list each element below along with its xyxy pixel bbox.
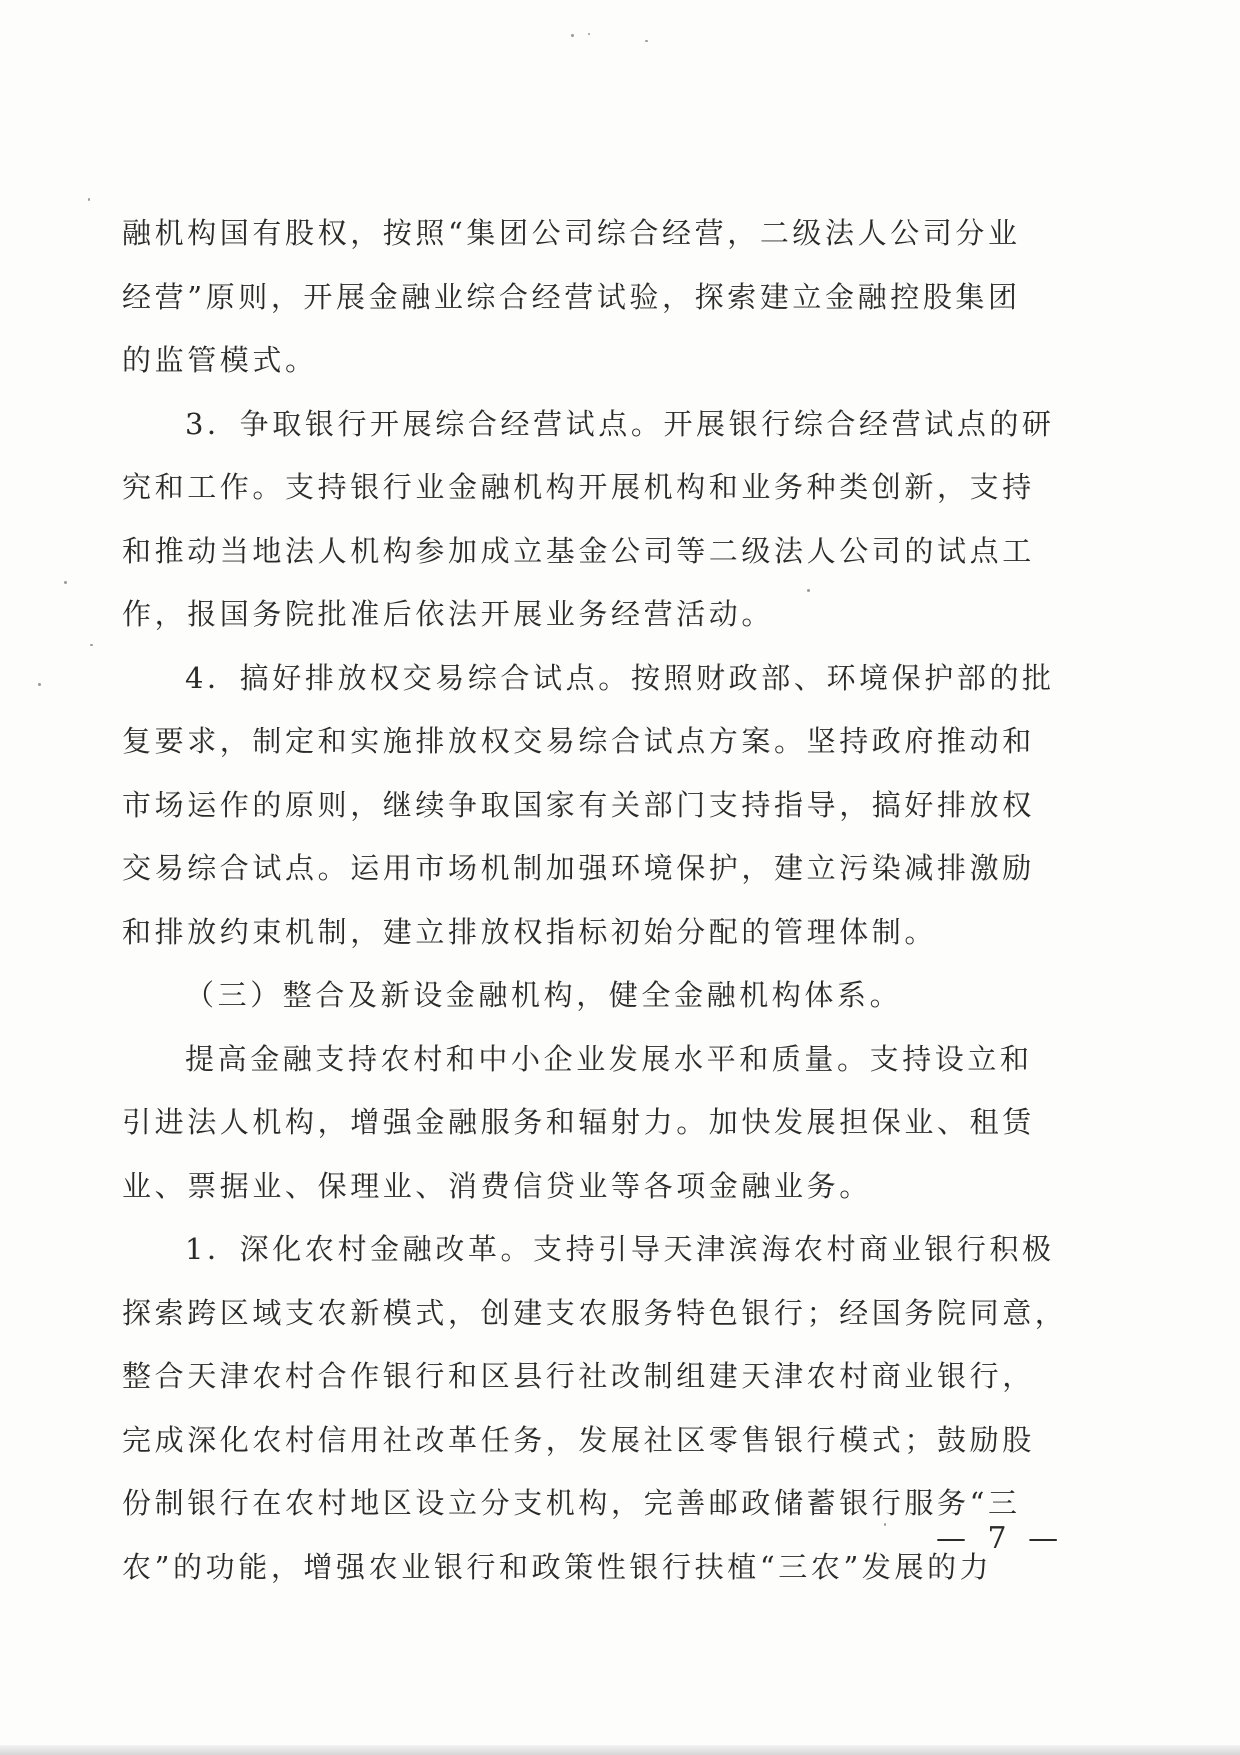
scan-speck bbox=[90, 644, 93, 646]
text-line: 引进法人机构，增强金融服务和辐射力。加快发展担保业、租赁 bbox=[122, 1105, 1035, 1139]
text-line: 探索跨区域支农新模式，创建支农服务特色银行；经国务院同意， bbox=[122, 1295, 1068, 1330]
text-line: 复要求，制定和实施排放权交易综合试点方案。坚持政府推动和 bbox=[122, 724, 1035, 758]
scan-speck bbox=[38, 683, 41, 686]
body-text bbox=[122, 202, 1068, 1599]
text-line: 业、票据业、保理业、消费信贷业等各项金融业务。 bbox=[122, 1168, 872, 1203]
scan-speck bbox=[571, 34, 574, 37]
text-line: 融机构国有股权，按照“集团公司综合经营，二级法人公司分业 bbox=[122, 216, 1021, 250]
text-line: 和推动当地法人机构参加成立基金公司等二级法人公司的试点工 bbox=[122, 533, 1035, 568]
scan-speck bbox=[645, 40, 648, 42]
scan-bottom-edge bbox=[0, 1745, 1240, 1755]
scan-speck bbox=[588, 33, 590, 35]
text-line: 4．搞好排放权交易综合试点。按照财政部、环境保护部的批 bbox=[185, 660, 1055, 695]
text-line: 完成深化农村信用社改革任务，发展社区零售银行模式；鼓励股 bbox=[122, 1422, 1035, 1457]
scan-speck bbox=[64, 581, 67, 584]
text-line: 究和工作。支持银行业金融机构开展机构和业务种类创新，支持 bbox=[122, 470, 1035, 504]
text-line: 农”的功能，增强农业银行和政策性银行扶植“三农”发展的力 bbox=[122, 1549, 993, 1584]
page-number: — 7 — bbox=[936, 1521, 1065, 1556]
text-line: 作，报国务院批准后依法开展业务经营活动。 bbox=[122, 597, 775, 631]
text-line: 整合天津农村合作银行和区县行社改制组建天津农村商业银行， bbox=[122, 1359, 1035, 1393]
scan-speck bbox=[88, 198, 90, 201]
text-line: 的监管模式。 bbox=[122, 343, 318, 377]
text-line: 交易综合试点。运用市场机制加强环境保护，建立污染减排激励 bbox=[122, 851, 1035, 885]
text-line: 提高金融支持农村和中小企业发展水平和质量。支持设立和 bbox=[185, 1041, 1033, 1076]
text-line: 市场运作的原则，继续争取国家有关部门支持指导，搞好排放权 bbox=[122, 787, 1035, 822]
text-line: 经营”原则，开展金融业综合经营试验，探索建立金融控股集团 bbox=[122, 279, 1021, 314]
text-line: 1．深化农村金融改革。支持引导天津滨海农村商业银行积极 bbox=[185, 1232, 1055, 1266]
text-line: 和排放约束机制，建立排放权指标初始分配的管理体制。 bbox=[122, 914, 938, 949]
section-heading: （三）整合及新设金融机构，健全金融机构体系。 bbox=[185, 978, 903, 1012]
text-line: 3．争取银行开展综合经营试点。开展银行综合经营试点的研 bbox=[185, 406, 1055, 441]
text-line: 份制银行在农村地区设立分支机构，完善邮政储蓄银行服务“三 bbox=[122, 1486, 1021, 1520]
